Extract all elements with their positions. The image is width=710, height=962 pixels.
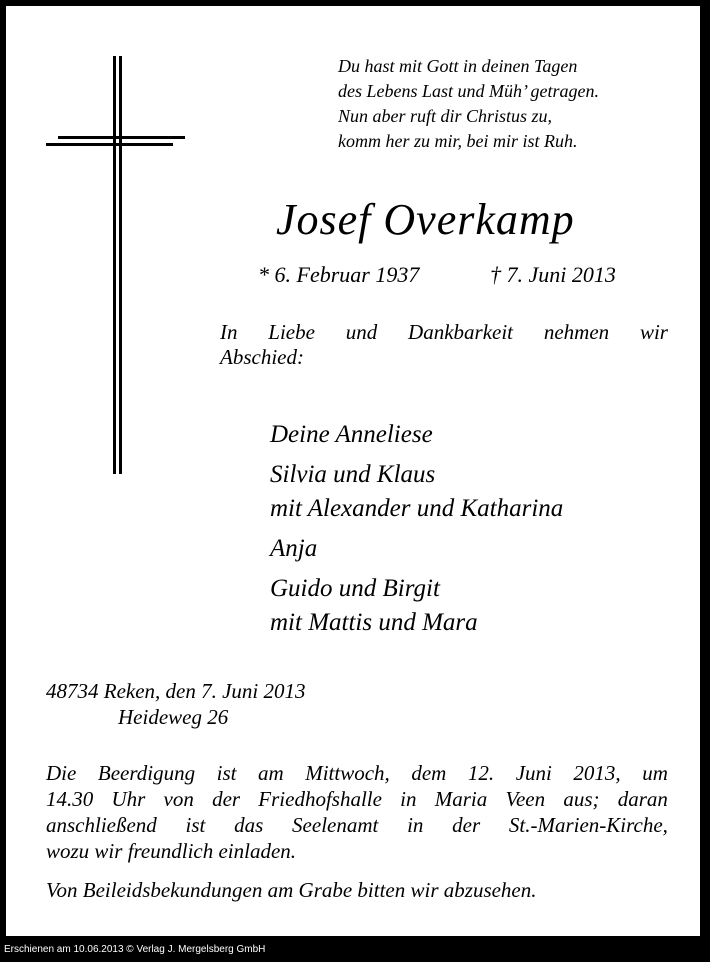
funeral-word: Maria (434, 787, 488, 811)
intro-line: Abschied: (220, 345, 304, 369)
death-date: † 7. Juni 2013 (490, 262, 616, 287)
funeral-word: Mittwoch, (305, 761, 390, 785)
obituary-card (6, 6, 700, 936)
mourner-group (270, 458, 563, 526)
mourner-group (270, 418, 563, 452)
poem-verse (338, 54, 599, 154)
street-address: Heideweg 26 (118, 705, 229, 729)
funeral-word: Seelenamt (292, 813, 379, 837)
funeral-word: Beerdigung (97, 761, 196, 785)
intro-word: Liebe (268, 320, 315, 344)
funeral-word: Juni (515, 761, 552, 785)
publication-footer: Erschienen am 10.06.2013 © Verlag J. Mergelsberg GmbH (4, 944, 266, 955)
funeral-notice (46, 760, 668, 864)
mourner-line: Anja (270, 535, 318, 562)
funeral-word: der (212, 787, 241, 811)
condolences-note: Von Beileidsbekundungen am Grabe bitten wir abzusehen. (46, 878, 537, 902)
funeral-word: Uhr (111, 787, 146, 811)
mourner-line: mit Alexander und Katharina (270, 495, 564, 522)
funeral-word: Veen (505, 787, 546, 811)
mourner-group (270, 532, 563, 566)
funeral-line (46, 786, 668, 812)
funeral-line: wozu wir freundlich einladen. (46, 839, 297, 863)
mourner-group (270, 572, 563, 640)
intro-word: wir (639, 320, 668, 344)
funeral-word: Die (46, 761, 77, 785)
intro-word: nehmen (543, 320, 610, 344)
poem-line: Du hast mit Gott in deinen Tagen (338, 56, 578, 76)
funeral-word: ist (216, 761, 237, 785)
intro-word: In (220, 320, 238, 344)
funeral-word: in (407, 813, 424, 837)
funeral-word: am (258, 761, 284, 785)
funeral-word: um (642, 761, 668, 785)
address-block (46, 678, 306, 730)
funeral-word: aus; (563, 787, 600, 811)
mourner-line: Guido und Birgit (270, 575, 440, 602)
funeral-word: 2013, (573, 761, 621, 785)
farewell-intro (220, 320, 668, 370)
intro-word: Dankbarkeit (408, 320, 514, 344)
mourners-list (270, 418, 563, 646)
birth-date: * 6. Februar 1937 (258, 262, 420, 287)
funeral-word: das (234, 813, 264, 837)
funeral-line (46, 760, 668, 786)
funeral-word: 12. (467, 761, 495, 785)
funeral-word: dem (411, 761, 447, 785)
mourner-line: mit Mattis und Mara (270, 609, 478, 636)
deceased-name: Josef Overkamp (276, 195, 575, 244)
poem-line: Nun aber ruft dir Christus zu, (338, 106, 553, 126)
funeral-line (46, 812, 668, 838)
place-date: 48734 Reken, den 7. Juni 2013 (46, 679, 306, 703)
funeral-word: anschließend (46, 813, 157, 837)
funeral-word: Friedhofshalle (258, 787, 382, 811)
poem-line: komm her zu mir, bei mir ist Ruh. (338, 131, 578, 151)
funeral-word: der (452, 813, 481, 837)
mourner-line: Deine Anneliese (270, 421, 433, 448)
funeral-word: von (163, 787, 194, 811)
funeral-word: in (400, 787, 417, 811)
funeral-word: St.-Marien-Kirche, (508, 813, 668, 837)
mourner-line: Silvia und Klaus (270, 461, 436, 488)
funeral-word: daran (617, 787, 668, 811)
funeral-word: ist (185, 813, 206, 837)
intro-word: und (345, 320, 378, 344)
funeral-word: 14.30 (46, 787, 94, 811)
poem-line: des Lebens Last und Müh’ getragen. (338, 81, 599, 101)
